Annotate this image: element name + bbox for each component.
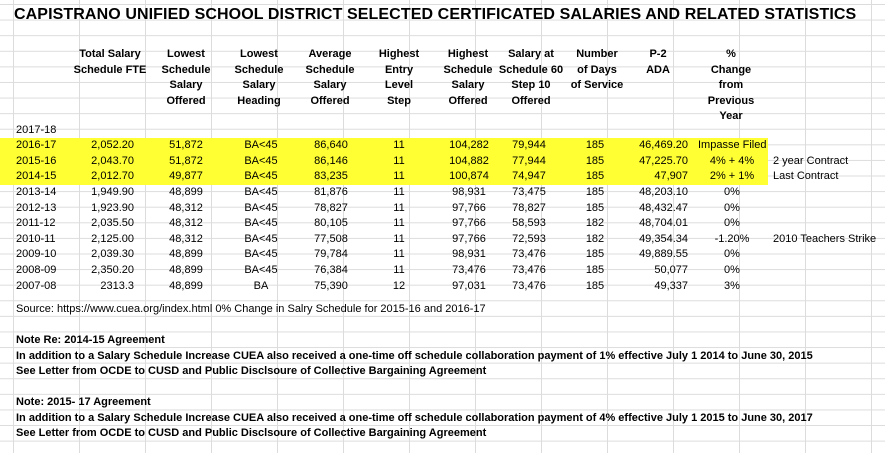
cell-high: 97,766: [452, 201, 486, 214]
cell-s60: 79,944: [512, 139, 546, 152]
cell-head: BA<45: [244, 170, 278, 183]
cell-step: 11: [393, 139, 405, 152]
cell-low: 48,899: [169, 279, 203, 292]
cell-pct: 2% + 1%: [709, 170, 755, 183]
table-row: [0, 216, 885, 232]
cell-year: 2012-13: [16, 201, 57, 214]
cell-fte: 2,035.50: [91, 217, 134, 230]
cell-fte: 2,052.20: [91, 139, 134, 152]
cell-days: 185: [585, 154, 605, 167]
cell-s60: 73,475: [512, 185, 546, 198]
cell-head: BA<45: [244, 248, 278, 261]
cell-low: 48,312: [169, 201, 203, 214]
cell-low: 48,312: [169, 232, 203, 245]
cell-year: 2017-18: [16, 123, 57, 136]
cell-pct: 0%: [724, 185, 740, 198]
note2-heading: Note: 2015- 17 Agreement: [16, 396, 151, 408]
cell-ada: 46,469.20: [639, 139, 688, 152]
cell-low: 48,899: [169, 185, 203, 198]
sheet-title: CAPISTRANO UNIFIED SCHOOL DISTRICT SELECTED CERTIFICATED SALARIES AND RELATED STATISTICS: [14, 6, 857, 23]
cell-head: BA<45: [244, 154, 278, 167]
cell-head: BA<45: [244, 217, 278, 230]
cell-step: 11: [393, 185, 405, 198]
cell-head: BA<45: [244, 139, 278, 152]
cell-pct: 0%: [724, 248, 740, 261]
cell-high: 104,882: [449, 154, 489, 167]
header-days-service: Number of Days of Service: [570, 48, 624, 92]
table-row: [0, 169, 839, 185]
cell-avg: 76,384: [314, 263, 348, 276]
cell-avg: 81,876: [314, 185, 348, 198]
cell-avg: 75,390: [314, 279, 348, 292]
header-pct-change: % Change from Previous Year: [707, 48, 755, 123]
note2-line2: See Letter from OCDE to CUSD and Public Disclsoure of Collective Bargaining Agreement: [16, 427, 487, 440]
cell-low: 48,899: [169, 248, 203, 261]
cell-s60: 73,476: [512, 279, 546, 292]
table-row: [0, 247, 885, 263]
cell-year: 2014-15: [16, 170, 57, 183]
cell-step: 11: [393, 170, 405, 183]
source-line: Source: https://www.cuea.org/index.html 0% Change in Salry Schedule for 2015-16 and 2016-17: [16, 303, 486, 315]
cell-s60: 74,947: [512, 170, 546, 183]
header-p2-ada: P-2 ADA: [646, 48, 670, 76]
cell-year: 2009-10: [16, 248, 57, 261]
cell-pct: 0%: [724, 263, 740, 276]
table-row: [0, 185, 885, 201]
cell-high: 98,931: [452, 185, 486, 198]
cell-year: 2011-12: [16, 217, 56, 230]
cell-pct: 0%: [724, 217, 740, 230]
cell-head: BA: [253, 279, 269, 292]
cell-s60: 77,944: [512, 154, 546, 167]
cell-low: 51,872: [169, 154, 203, 167]
cell-pct: 3%: [724, 279, 740, 292]
cell-head: BA<45: [244, 185, 278, 198]
cell-avg: 78,827: [314, 201, 348, 214]
header-entry-step: Highest Entry Level Step: [378, 48, 420, 107]
cell-step: 11: [393, 154, 405, 167]
cell-head: BA<45: [244, 263, 278, 276]
cell-days: 182: [585, 217, 605, 230]
cell-year: 2007-08: [16, 279, 57, 292]
cell-ada: 47,907: [654, 170, 688, 183]
cell-low: 49,877: [169, 170, 203, 183]
cell-fte: 2,350.20: [91, 263, 134, 276]
cell-avg: 83,235: [314, 170, 348, 183]
cell-ada: 50,077: [654, 263, 688, 276]
cell-days: 185: [585, 139, 605, 152]
header-highest-salary: Highest Schedule Salary Offered: [443, 48, 493, 107]
cell-ada: 49,889.55: [639, 248, 688, 261]
cell-ada: 48,432.47: [639, 201, 688, 214]
cell-step: 11: [393, 263, 405, 276]
cell-ada: 48,203.10: [639, 185, 688, 198]
cell-year: 2015-16: [16, 154, 57, 167]
cell-s60: 58,593: [512, 217, 546, 230]
cell-s60: 73,476: [512, 263, 546, 276]
cell-avg: 77,508: [314, 232, 348, 245]
cell-step: 11: [393, 201, 405, 214]
cell-note: 2 year Contract: [773, 154, 849, 167]
cell-s60: 78,827: [512, 201, 546, 214]
cell-avg: 80,105: [314, 217, 348, 230]
cell-head: BA<45: [244, 232, 278, 245]
cell-fte: 2,012.70: [91, 170, 134, 183]
table-row: [0, 232, 885, 248]
note1-heading: Note Re: 2014-15 Agreement: [16, 334, 165, 346]
cell-step: 11: [393, 232, 405, 245]
cell-fte: 2,125.00: [91, 232, 134, 245]
header-lowest-salary: Lowest Schedule Salary Offered: [161, 48, 211, 107]
cell-s60: 73,476: [512, 248, 546, 261]
header-total-fte: Total Salary Schedule FTE: [73, 48, 147, 76]
cell-fte: 2,039.30: [91, 248, 134, 261]
header-schedule-60: Salary at Schedule 60 Step 10 Offered: [498, 48, 564, 107]
cell-high: 104,282: [449, 139, 489, 152]
cell-days: 185: [585, 201, 605, 214]
cell-high: 73,476: [452, 263, 486, 276]
cell-step: 11: [393, 248, 405, 261]
cell-low: 48,312: [169, 217, 203, 230]
cell-ada: 48,704.01: [639, 217, 688, 230]
cell-year: 2016-17: [16, 139, 57, 152]
cell-high: 97,766: [452, 217, 486, 230]
cell-pct: 4% + 4%: [709, 154, 755, 167]
table-row: [0, 123, 885, 139]
cell-high: 97,766: [452, 232, 486, 245]
cell-avg: 86,640: [314, 139, 348, 152]
note2-line1: In addition to a Salary Schedule Increase CUEA also received a one-time off schedule collaboration payment of 4% effective July 1 2015 to June 30, 2017: [16, 411, 813, 424]
cell-days: 185: [585, 279, 605, 292]
table-row: [0, 263, 885, 279]
cell-days: 185: [585, 170, 605, 183]
cell-days: 185: [585, 248, 605, 261]
cell-avg: 79,784: [314, 248, 348, 261]
cell-note: Last Contract: [773, 170, 839, 183]
cell-step: 12: [392, 279, 406, 292]
cell-fte: 1,949.90: [91, 185, 134, 198]
cell-s60: 72,593: [512, 232, 546, 245]
cell-fte: 1,923.90: [91, 201, 134, 214]
table-row: [0, 279, 885, 295]
cell-low: 51,872: [169, 139, 203, 152]
cell-note: 2010 Teachers Strike: [773, 232, 877, 245]
header-lowest-heading: Lowest Schedule Salary Heading: [234, 48, 284, 107]
cell-days: 182: [585, 232, 605, 245]
cell-days: 185: [585, 263, 605, 276]
cell-ada: 49,337: [654, 279, 688, 292]
cell-year: 2010-11: [16, 232, 56, 245]
cell-pct: -1.20%: [714, 232, 750, 245]
cell-high: 97,031: [452, 279, 486, 292]
cell-fte: 2,043.70: [91, 154, 134, 167]
table-row: [0, 138, 768, 154]
note1-line2: See Letter from OCDE to CUSD and Public Disclsoure of Collective Bargaining Agreement: [16, 365, 487, 378]
cell-head: BA<45: [244, 201, 278, 214]
cell-year: 2008-09: [16, 263, 57, 276]
cell-fte: 2313.3: [100, 279, 134, 292]
cell-ada: 47,225.70: [639, 154, 688, 167]
cell-high: 100,874: [449, 170, 489, 183]
cell-days: 185: [585, 185, 605, 198]
cell-avg: 86,146: [314, 154, 348, 167]
cell-ada: 49,354.34: [639, 232, 688, 245]
note1-line1: In addition to a Salary Schedule Increase CUEA also received a one-time off schedule collaboration payment of 1% effective July 1 2014 to June 30, 2015: [16, 349, 813, 362]
cell-low: 48,899: [169, 263, 203, 276]
cell-step: 11: [393, 217, 405, 230]
table-row: [0, 201, 885, 217]
cell-year: 2013-14: [16, 185, 57, 198]
cell-high: 98,931: [452, 248, 486, 261]
table-row: [0, 154, 849, 170]
header-average-salary: Average Schedule Salary Offered: [305, 48, 355, 107]
cell-pct: Impasse Filed: [698, 139, 767, 152]
cell-pct: 0%: [724, 201, 740, 214]
